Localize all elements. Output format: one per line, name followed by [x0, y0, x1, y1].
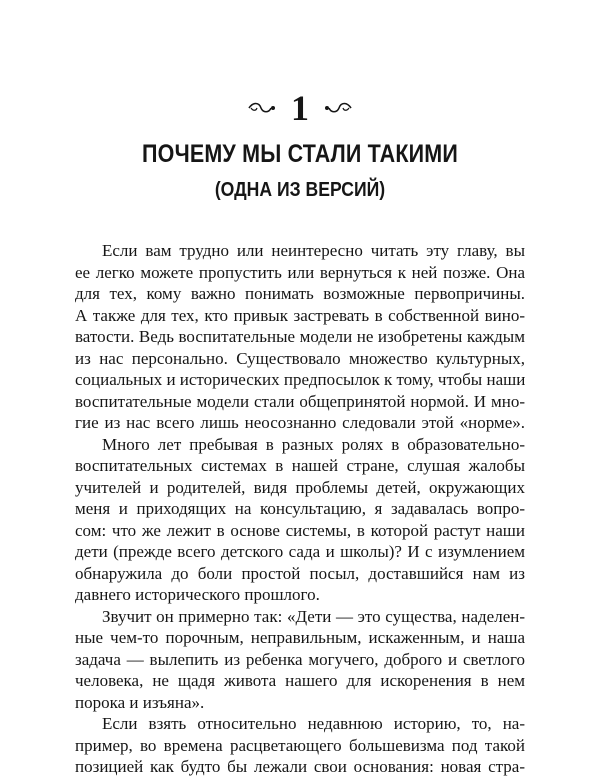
text-line: ее легко можете пропустить или вернуться к ней позже. Она: [75, 262, 525, 282]
text-line: Звучит он примерно так: «Дети — это существа, наделен-: [102, 606, 525, 626]
text-line: позицией как будто бы лежали свои основания: новая стра-: [75, 757, 525, 776]
text-line: дети (прежде всего детского сада и школы)? И с изумлением: [75, 542, 525, 561]
text-line: для тех, кому важно понимать возможные первопричины.: [75, 284, 525, 303]
text-line: обнаружила до боли простой посыл, доставшийся нам из: [75, 563, 525, 583]
left-ornament-icon: [247, 101, 277, 115]
text-line: из нас персонально. Существовало множество культурных,: [75, 348, 525, 368]
chapter-subtitle: (ОДНА ИЗ ВЕРСИЙ): [214, 179, 386, 201]
text-line: воспитательные модели стали общепринятой нормой. И мно-: [75, 391, 525, 411]
text-line: меня и приходящих на консультацию, я задавалась вопро-: [75, 499, 525, 518]
text-line: сом: что же лежит в основе системы, в которой растут наши: [75, 520, 525, 540]
text-line: пример, во времена расцветающего большевизма под такой: [75, 735, 525, 755]
text-line: ватости. Ведь воспитательные модели не изобретены каждым: [75, 327, 525, 346]
right-ornament-icon: [323, 101, 353, 115]
text-line: социальных и исторических предпосылок к тому, чтобы наши: [75, 370, 526, 389]
text-line: А также для тех, кто привык застревать в собственной вино-: [75, 305, 525, 325]
text-line: Много лет пребывая в разных ролях в образовательно-: [102, 434, 525, 454]
body-text: [75, 240, 525, 778]
text-line: задача — вылепить из ребенка могучего, доброго и светлого: [75, 649, 525, 669]
chapter-heading: [0, 88, 600, 204]
text-line: гие из нас всего лишь неосознанно следовали этой «норме».: [75, 413, 525, 432]
chapter-number-row: [0, 88, 600, 128]
text-line: воспитательных системах в нашей стране, слушая жалобы: [75, 456, 525, 475]
text-line: давнего исторического прошлого.: [75, 585, 320, 604]
text-line: порока и изъяна».: [75, 692, 205, 712]
chapter-number: 1: [291, 88, 309, 128]
text-line: ные чем-то порочным, неправильным, искаженным, и наша: [75, 628, 525, 647]
text-line: человека, не щадя живота нашего для искоренения в нем: [75, 671, 525, 690]
text-line: Если вам трудно или неинтересно читать эту главу, вы: [102, 241, 525, 260]
text-line: учителей и родителей, видя проблемы детей, окружающих: [75, 477, 525, 497]
chapter-title: ПОЧЕМУ МЫ СТАЛИ ТАКИМИ: [142, 140, 458, 168]
text-line: Если взять относительно недавнюю историю, то, на-: [102, 714, 525, 733]
